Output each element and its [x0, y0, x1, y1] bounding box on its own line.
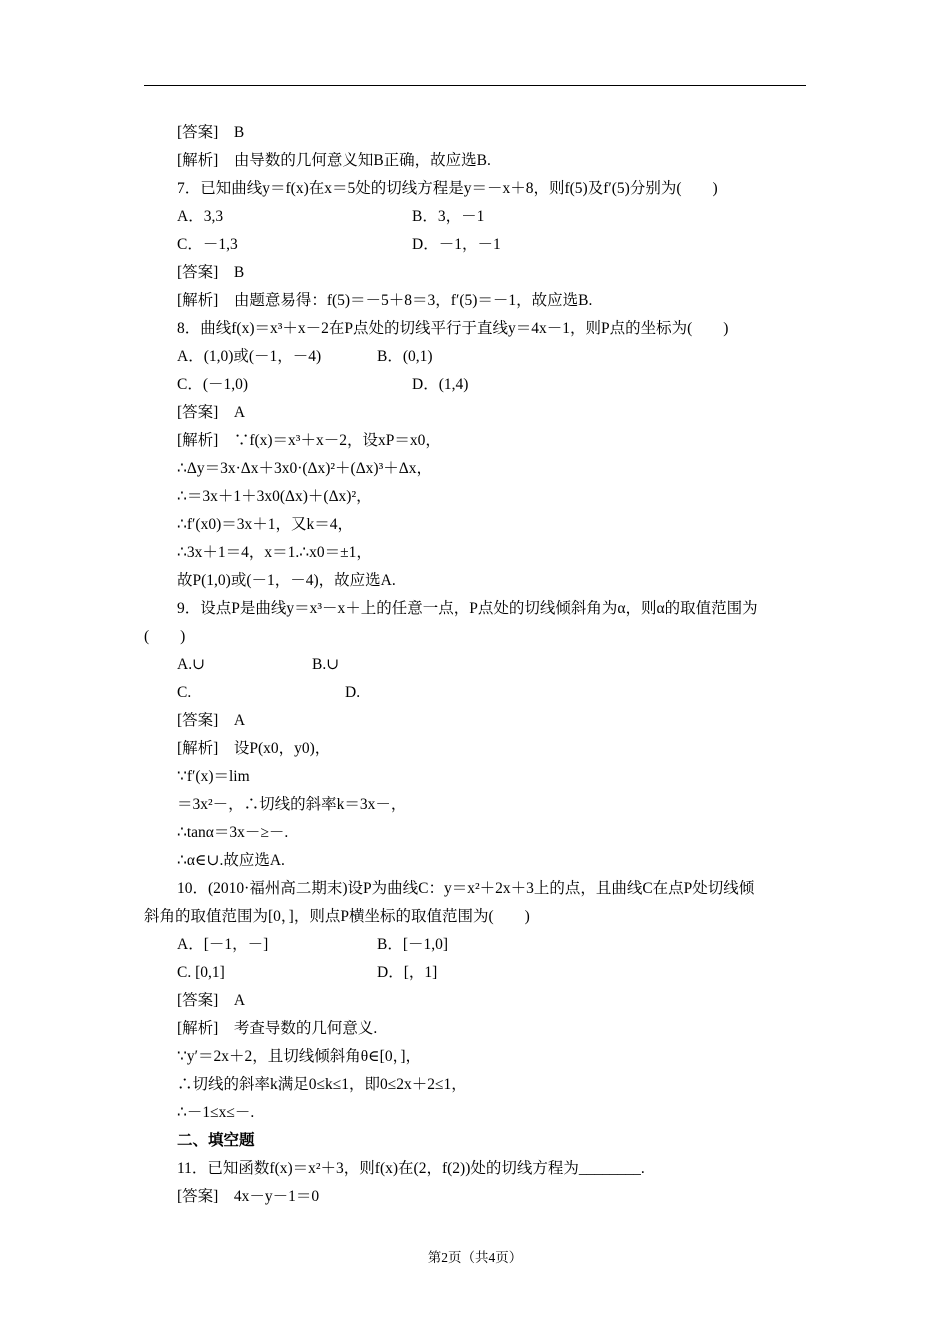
- option-left: A．(1,0)或(－1，－4): [177, 348, 322, 365]
- option-right: B.∪: [312, 656, 340, 673]
- option-right: D．[，1]: [377, 964, 438, 981]
- option-left: C．－1,3: [177, 236, 238, 253]
- option-right: B．(0,1): [377, 348, 433, 365]
- text-line: [解析] 由题意易得：f(5)＝－5＋8＝3，f′(5)＝－1，故应选B.: [177, 292, 593, 309]
- text-line: 斜角的取值范围为[0，]，则点P横坐标的取值范围为( ): [144, 908, 530, 925]
- text-line: [答案] A: [177, 712, 246, 729]
- option-row: [144, 231, 806, 259]
- page-footer: 第2页（共4页）: [427, 1250, 523, 1265]
- text-line: [答案] A: [177, 992, 246, 1009]
- option-row: [144, 931, 806, 959]
- document-body: [144, 119, 806, 1211]
- text-line: 7．已知曲线y＝f(x)在x＝5处的切线方程是y＝－x＋8，则f(5)及f′(5)分别为( ): [177, 180, 718, 197]
- option-right: D．(1,4): [412, 376, 469, 393]
- text-line: ＝3x²－，∴切线的斜率k＝3x－，: [177, 796, 407, 813]
- text-line: ∴－1≤x≤－.: [177, 1104, 255, 1121]
- text-line: [答案] 4x－y－1＝0: [177, 1188, 320, 1205]
- section-heading: 二、填空题: [177, 1132, 255, 1149]
- option-row: [144, 959, 806, 987]
- option-row: [144, 371, 806, 399]
- option-left: A．[－1，－]: [177, 936, 269, 953]
- text-line: 故P(1,0)或(－1，－4)，故应选A.: [177, 572, 396, 589]
- text-line: [答案] A: [177, 404, 246, 421]
- text-line: ∴α∈∪.故应选A.: [177, 852, 285, 869]
- text-line: [解析] ∵f(x)＝x³＋x－2，设xP＝x0，: [177, 432, 441, 449]
- text-line: [解析] 设P(x0，y0)，: [177, 740, 331, 757]
- text-line: ∴3x＋1＝4，x＝1.∴x0＝±1，: [177, 544, 372, 561]
- text-line: ∴Δy＝3x·Δx＋3x0·(Δx)²＋(Δx)³＋Δx，: [177, 460, 432, 477]
- option-right: B．[－1,0]: [377, 936, 449, 953]
- option-row: [144, 203, 806, 231]
- option-right: B．3，－1: [412, 208, 485, 225]
- text-line: [答案] B: [177, 124, 245, 141]
- option-left: A．3,3: [177, 208, 224, 225]
- text-line: ∵f′(x)＝lim: [177, 768, 250, 785]
- text-line: ∴tanα＝3x－≥－.: [177, 824, 289, 841]
- text-line: [解析] 考查导数的几何意义.: [177, 1020, 378, 1037]
- text-line: [解析] 由导数的几何意义知B正确，故应选B.: [177, 152, 491, 169]
- text-line: ∴f′(x0)＝3x＋1，又k＝4，: [177, 516, 353, 533]
- text-line: ∴＝3x＋1＋3x0(Δx)＋(Δx)²，: [177, 488, 372, 505]
- option-right: D．－1，－1: [412, 236, 501, 253]
- option-row: [144, 651, 806, 679]
- text-line: [答案] B: [177, 264, 245, 281]
- option-row: [144, 343, 806, 371]
- text-line: ( ): [144, 628, 186, 645]
- option-left: C．(－1,0): [177, 376, 249, 393]
- option-left: A.∪: [177, 656, 206, 673]
- text-line: 10．(2010·福州高二期末)设P为曲线C：y＝x²＋2x＋3上的点，且曲线C在点P处切线倾: [177, 880, 755, 897]
- option-right: D.: [345, 684, 361, 701]
- text-line: ∵y′＝2x＋2，且切线倾斜角θ∈[0，]，: [177, 1048, 421, 1065]
- option-left: C.: [177, 684, 192, 701]
- text-line: 9．设点P是曲线y＝x³－x＋上的任意一点，P点处的切线倾斜角为α，则α的取值范围为: [177, 600, 758, 617]
- option-row: [144, 679, 806, 707]
- text-line: ∴切线的斜率k满足0≤k≤1，即0≤2x＋2≤1，: [177, 1076, 467, 1093]
- header-rule: [144, 85, 806, 86]
- text-line: 8．曲线f(x)＝x³＋x－2在P点处的切线平行于直线y＝4x－1，则P点的坐标为( ): [177, 320, 729, 337]
- option-left: C. [0,1]: [177, 964, 225, 981]
- text-line: 11．已知函数f(x)＝x²＋3，则f(x)在(2，f(2))处的切线方程为________.: [177, 1160, 645, 1177]
